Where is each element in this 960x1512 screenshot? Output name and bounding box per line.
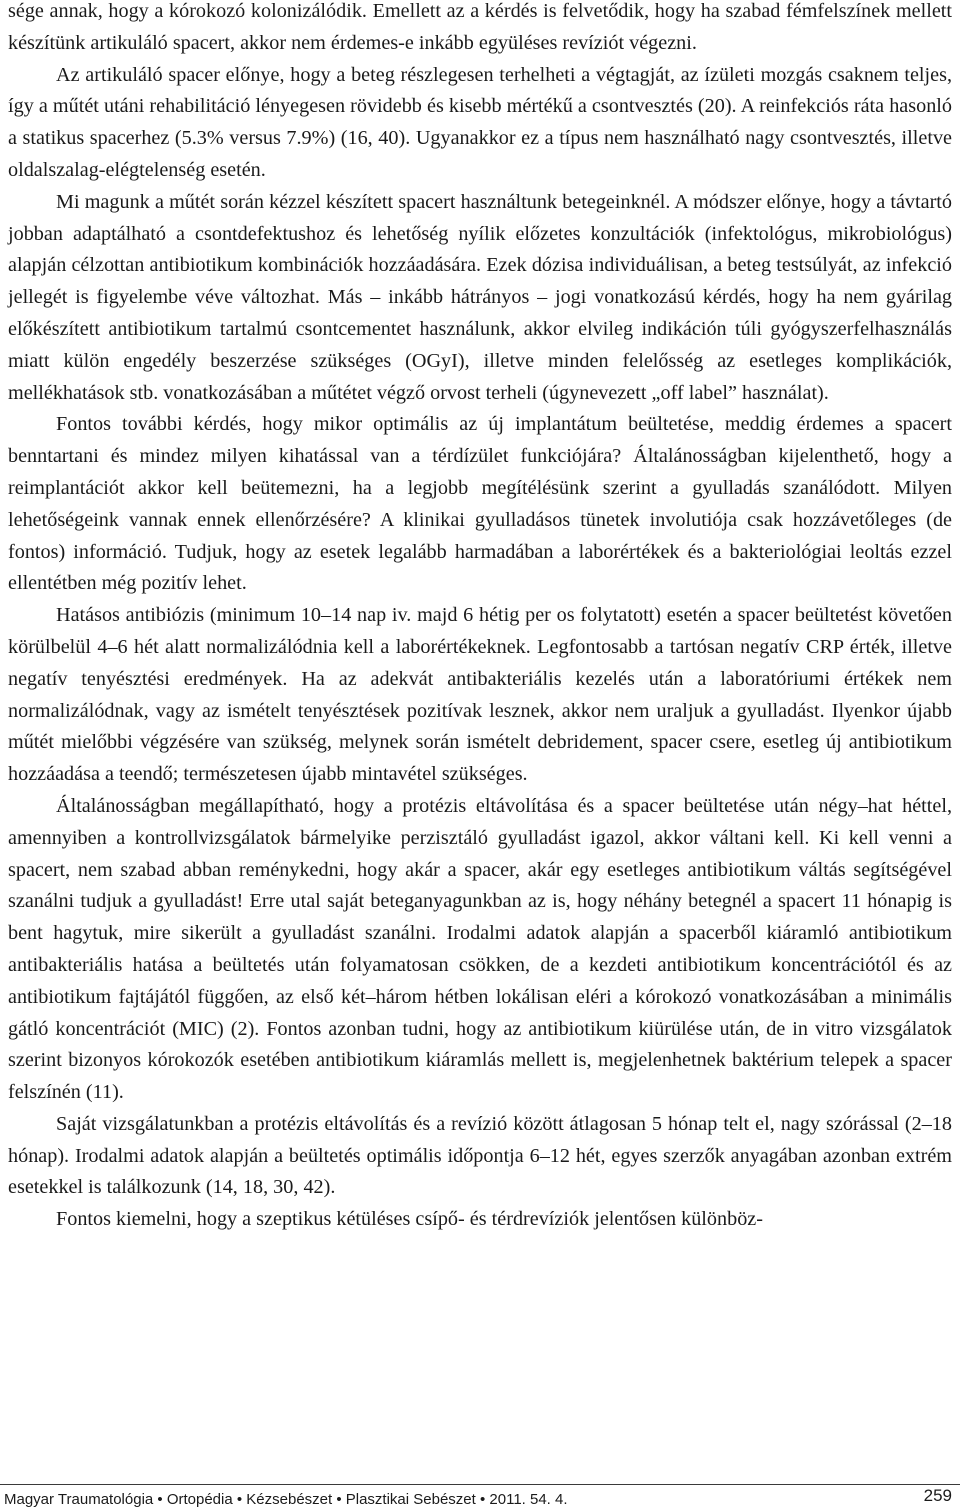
footer-divider xyxy=(0,1484,960,1485)
paragraph-implant-timing: Fontos további kérdés, hogy mikor optimális az új implantátum beültetése, meddig érdemes a spacert benntartani és mindez milyen kihatással van a térdízület funkciójára? Általánosságban kijelenthető, hogy a reimplantációt akkor kell beütemezni, ha a legjobb megítélésünk szerint a gyulladás szanálódott. Milyen lehetőségeink vannak ennek ellenőrzésére? A klinikai gyulladásos tünetek involutiója csak hozzávetőleges (de fontos) információ. Tudjuk, hogy az esetek legalább harmadában a laborértékek és a bakteriológiai leoltás ezzel ellentétben még pozitív lehet. xyxy=(8,413,952,595)
journal-citation: Magyar Traumatológia • Ortopédia • Kézsebészet • Plasztikai Sebészet • 2011. 54. 4. xyxy=(4,1491,568,1508)
body-text xyxy=(8,0,952,1236)
page-footer xyxy=(0,1486,960,1510)
paragraph-handmade-spacer: Mi magunk a műtét során kézzel készített spacert használtunk betegeinknél. A módszer előnye, hogy a távtartó jobban adaptálható a csontdefektushoz és lehetőség nyílik előzetes konzultációk (infektológus, mikrobiológus) alapján célzottan antibiotikum kombinációk hozzáadására. Ezek dózisa individuálisan, a beteg testsúlyát, az infekció jellegét is figyelembe véve változhat. Más – inkább hátrányos – jogi vonatkozású kérdés, hogy ha nem gyárilag előkészített antibiotikum tartalmú csontcementet használunk, akkor elvileg indikáción túli gyógyszerfelhasználás miatt külön engedély beszerzése szükséges (OGyI), illetve minden felelősség az esetleges komplikációk, mellékhatások stb. vonatkozásában a műtétet végző orvost terheli (úgynevezett „off label” használat). xyxy=(8,190,952,404)
paragraph-continuation: sége annak, hogy a kórokozó kolonizálódik. Emellett az a kérdés is felvetődik, hogy ha szabad fémfelszínek mellett készítünk artikuláló spacert, akkor nem érdemes-e inkább együléses revíziót végezni. xyxy=(8,0,952,54)
paragraph-antibiosis: Hatásos antibiózis (minimum 10–14 nap iv. majd 6 hétig per os folytatott) esetén a spacer beültetést követően körülbelül 4–6 hét alatt normalizálódnia kell a laborértékeknek. Legfontosabb a tartósan negatív CRP érték, illetve negatív tenyésztési eredmények. Ha az adekvát antibakteriális kezelés után a laboratóriumi értékek nem normalizálódnak, vagy az ismételt tenyésztések pozitívak lesznek, akkor nem uraljuk a gyulladást. Ilyenkor újabb műtét mielőbbi végzésére van szükség, melynek során ismételt debridement, spacer csere, esetleg új antibiotikum hozzáadása a teendő; természetesen újabb mintavétel szükséges. xyxy=(8,604,952,786)
paragraph-general-findings: Általánosságban megállapítható, hogy a protézis eltávolítása és a spacer beültetése után négy–hat héttel, amennyiben a kontrollvizsgálatok bármelyike perzisztáló gyulladást igazol, akkor váltani kell. Ki kell venni a spacert, nem szabad abban reménykedni, hogy akár a spacer, akár egy esetleges antibiotikum váltás segítségével szanálni tudjuk a gyulladást! Erre utal saját beteganyagunkban az is, hogy néhány betegnél a spacert 11 hónapig is bent hagytuk, mire sikerült a gyulladást szanálni. Irodalmi adatok alapján a spacerből kiáramló antibiotikum antibakteriális hatása a beültetés után folyamatosan csökken, de a kezdeti antibiotikum koncentrációtól és az antibiotikum fajtájától függően, az első két–három hétben lokálisan eléri a kórokozó vonatkozásában a minimális gátló koncentrációt (MIC) (2). Fontos azonban tudni, hogy az antibiotikum kiürülése után, de in vitro vizsgálatok szerint bizonyos kórokozók esetében antibiotikum kiáramlás mellett is, megjelenhetnek baktérium telepek a spacer felszínén (11). xyxy=(8,794,952,1104)
paragraph-closing: Fontos kiemelni, hogy a szeptikus kétüléses csípő- és térdrevíziók jelentősen különböz- xyxy=(56,1208,763,1231)
page-number: 259 xyxy=(923,1486,952,1505)
paragraph-articulating-spacer: Az artikuláló spacer előnye, hogy a beteg részlegesen terhelheti a végtagját, az ízületi mozgás csaknem teljes, így a műtét utáni rehabilitáció lényegesen rövidebb és kisebb mértékű a csontvesztés (20). A reinfekciós ráta hasonló a statikus spacerhez (5.3% versus 7.9%) (16, 40). Ugyanakkor ez a típus nem használható nagy csontvesztés, illetve oldalszalag-elégtelenség esetén. xyxy=(8,63,952,181)
paragraph-own-study: Saját vizsgálatunkban a protézis eltávolítás és a revízió között átlagosan 5 hónap telt el, nagy szórással (2–18 hónap). Irodalmi adatok alapján a beültetés optimális időpontja 6–12 hét, egyes szerzők anyagában azonban extrém esetekkel is találkozunk (14, 18, 30, 42). xyxy=(8,1112,952,1199)
